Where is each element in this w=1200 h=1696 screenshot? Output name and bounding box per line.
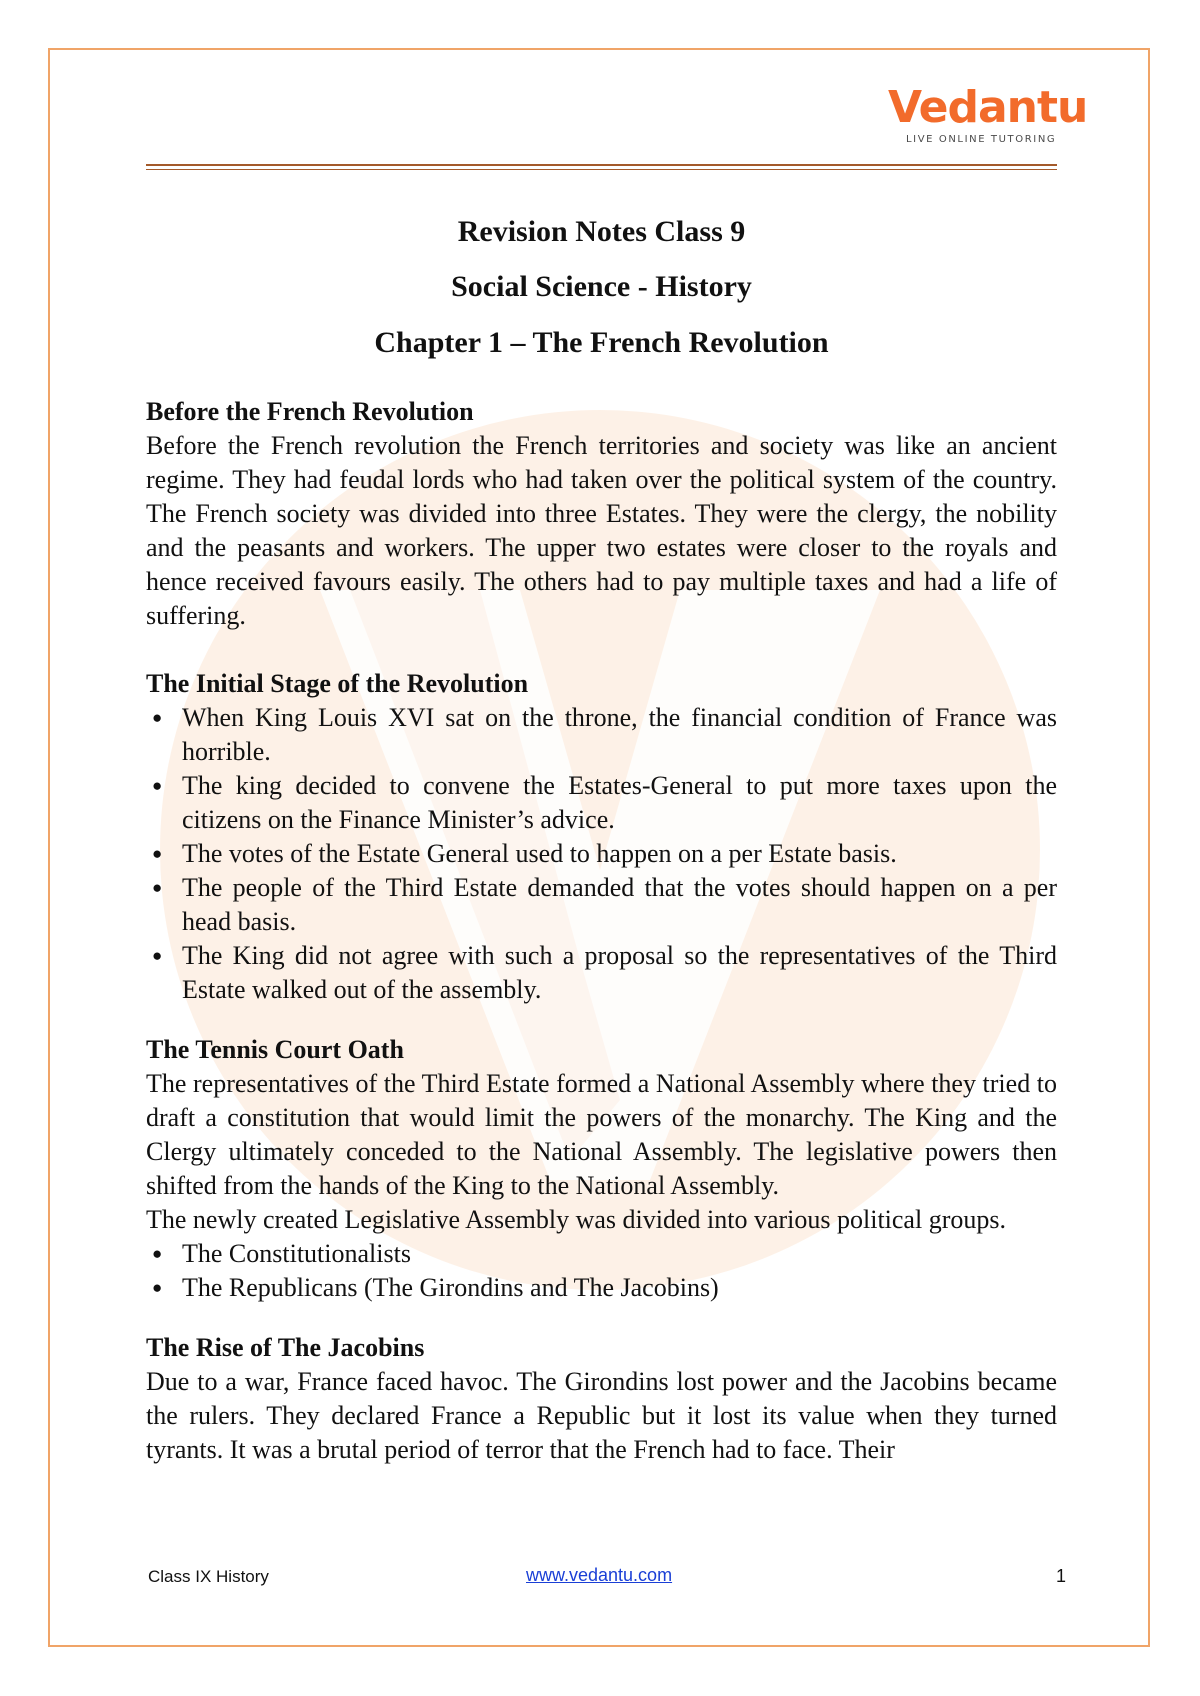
footer-website-link[interactable]: www.vedantu.com [526,1565,673,1585]
section-heading: The Tennis Court Oath [146,1035,404,1064]
list-item: ● The Constitutionalists [146,1237,1057,1271]
document-body [146,395,1057,1467]
page-number: 1 [1056,1566,1067,1586]
list-item: ● The King did not agree with such a proposal so the representatives of the Third Estate walked out of the assembly. [146,939,1057,1007]
list-item: ● The Republicans (The Girondins and The Jacobins) [146,1271,1057,1305]
bullet-list [146,701,1057,1007]
footer-label: Class IX History [148,1567,269,1586]
section-paragraph: The newly created Legislative Assembly was divided into various political groups. [146,1205,1006,1234]
logo-tagline: LIVE ONLINE TUTORING [906,134,1057,145]
section-paragraph: The representatives of the Third Estate formed a National Assembly where they tried to draft a constitution that would limit the powers of the monarchy. The King and the Clergy ultimately conceded to the National Assembly. The legislative powers then shifted from the hands of the King to the National Assembly. [146,1069,1057,1200]
list-item: ● The people of the Third Estate demanded that the votes should happen on a per head basis. [146,871,1057,939]
vedantu-logo[interactable] [888,82,1088,152]
header-rule [146,164,1057,166]
bullet-list [146,1237,1057,1305]
title-chapter: Chapter 1 – The French Revolution [374,326,829,359]
section-heading: The Rise of The Jacobins [146,1333,425,1362]
section-paragraph: Due to a war, France faced havoc. The Girondins lost power and the Jacobins became the rulers. They declared France a Republic but it lost its value when they turned tyrants. It was a brutal period of terror that the French had to face. Their [146,1367,1057,1464]
section-paragraph: Before the French revolution the French territories and society was like an ancient regime. They had feudal lords who had taken over the political system of the country. The French society was divided into three Estates. They were the clergy, the nobility and the peasants and workers. The upper two estates were closer to the royals and hence received favours easily. The others had to pay multiple taxes and had a life of suffering. [146,431,1057,630]
section-heading: The Initial Stage of the Revolution [146,669,529,698]
header-rule-thin [146,169,1057,170]
title-subject: Social Science - History [451,270,752,303]
list-item: ● The king decided to convene the Estates-General to put more taxes upon the citizens on the Finance Minister’s advice. [146,769,1057,837]
list-item: ● The votes of the Estate General used to happen on a per Estate basis. [146,837,1057,871]
list-item: ● When King Louis XVI sat on the throne, the financial condition of France was horrible. [146,701,1057,769]
section-heading: Before the French Revolution [146,397,474,426]
logo-wordmark: Vedantu [888,82,1088,133]
title-class: Revision Notes Class 9 [457,215,746,248]
